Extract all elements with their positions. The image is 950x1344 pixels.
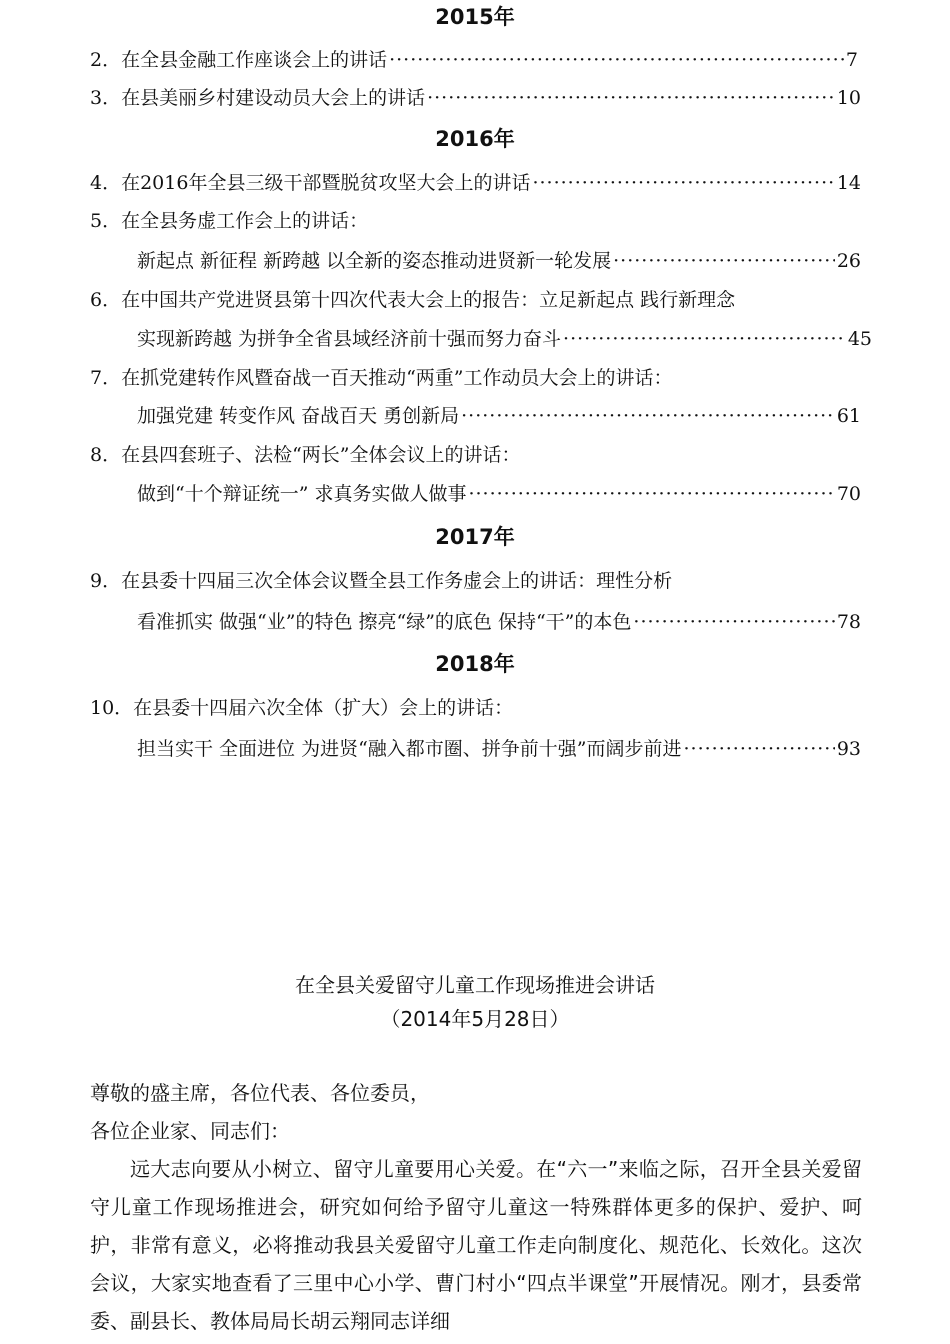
toc-entry-subtitle: 新起点 新征程 新跨越 以全新的姿态推动进贤新一轮发展 (137, 250, 612, 272)
dot-leader (684, 734, 835, 764)
toc-entry-9: 9．在县委十四届三次全体会议暨全县工作务虚会上的讲话：理性分析 (90, 570, 673, 592)
toc-page-number: 78 (836, 611, 861, 633)
toc-entry-subtitle: 看准抓实 做强“业”的特色 擦亮“绿”的底色 保持“干”的本色 (137, 611, 632, 633)
dot-leader (633, 607, 834, 637)
toc-entry-10: 10．在县委十四届六次全体（扩大）会上的讲话： (90, 697, 514, 719)
year-heading-2018: 2018年 (435, 652, 515, 676)
dot-leader (427, 83, 835, 113)
toc-entry-6-subtitle (137, 324, 872, 354)
toc-entry-3 (90, 83, 861, 113)
toc-entry-2 (90, 45, 858, 75)
toc-entry-8: 8．在县四套班子、法检“两长”全体会议上的讲话： (90, 444, 521, 466)
toc-entry-title: 4．在2016年全县三级干部暨脱贫攻坚大会上的讲话 (90, 172, 531, 194)
toc-entry-9-subtitle (137, 607, 861, 637)
toc-entry-7: 7．在抓党建转作风暨奋战一百天推动“两重”工作动员大会上的讲话： (90, 367, 673, 389)
dot-leader (461, 401, 835, 431)
toc-page-number: 7 (845, 49, 858, 71)
year-heading-2015: 2015年 (435, 5, 515, 29)
toc-page-number: 70 (836, 483, 861, 505)
year-heading-2016: 2016年 (435, 127, 515, 151)
toc-page-number: 45 (847, 328, 872, 350)
speech-title: 在全县关爱留守儿童工作现场推进会讲话 (295, 973, 655, 997)
salutation-line-1: 尊敬的盛主席，各位代表、各位委员， (90, 1081, 430, 1105)
toc-entry-8-subtitle (137, 479, 861, 509)
toc-entry-6: 6．在中国共产党进贤县第十四次代表大会上的报告：立足新起点 践行新理念 (90, 289, 736, 311)
toc-page-number: 10 (836, 87, 861, 109)
speech-paragraph: 远大志向要从小树立、留守儿童要用心关爱。在“六一”来临之际，召开全县关爱留守儿童工作现场推进会，研究如何给予留守儿童这一特殊群体更多的保护、爱护、呵护，非常有意义，必将推动我县关爱留守儿童工作走向制度化、规范化、长效化。这次会议，大家实地查看了三里中心小学、曹门村小“四点半课堂”开展情况。刚才，县委常委、副县长、教体局局长胡云翔同志详细 (90, 1157, 862, 1333)
dot-leader (613, 246, 835, 276)
year-heading-2017: 2017年 (435, 525, 515, 549)
toc-page-number: 26 (836, 250, 861, 272)
speech-body (90, 1074, 862, 1340)
salutation-line-2: 各位企业家、同志们： (90, 1119, 290, 1143)
toc-entry-5-subtitle (137, 246, 861, 276)
dot-leader (563, 324, 846, 354)
speech-date: （2014年5月28日） (380, 1007, 570, 1031)
dot-leader (532, 168, 834, 198)
toc-entry-subtitle: 担当实干 全面进位 为进贤“融入都市圈、拼争前十强”而阔步前进 (137, 738, 682, 760)
dot-leader (389, 45, 844, 75)
toc-entry-7-subtitle (137, 401, 861, 431)
toc-page-number: 93 (836, 738, 861, 760)
toc-page-number: 61 (836, 405, 861, 427)
toc-entry-title: 2．在全县金融工作座谈会上的讲话 (90, 49, 388, 71)
toc-page-number: 14 (836, 172, 861, 194)
toc-entry-title: 3．在县美丽乡村建设动员大会上的讲话 (90, 87, 426, 109)
toc-entry-5: 5．在全县务虚工作会上的讲话： (90, 210, 369, 232)
toc-entry-10-subtitle (137, 734, 861, 764)
toc-entry-subtitle: 做到“十个辩证统一” 求真务实做人做事 (137, 483, 467, 505)
dot-leader (468, 479, 834, 509)
toc-entry-subtitle: 实现新跨越 为拼争全省县域经济前十强而努力奋斗 (137, 328, 562, 350)
toc-entry-4 (90, 168, 861, 198)
toc-entry-subtitle: 加强党建 转变作风 奋战百天 勇创新局 (137, 405, 460, 427)
